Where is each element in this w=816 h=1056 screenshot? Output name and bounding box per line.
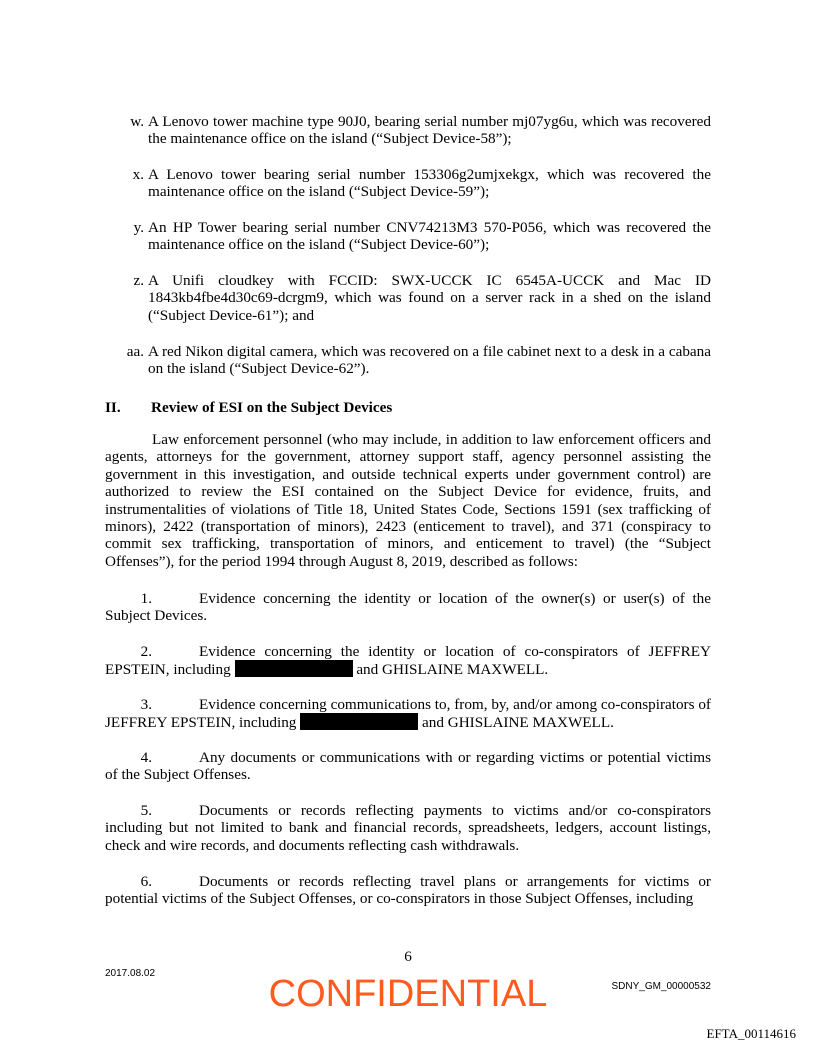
paragraph-number: 6.: [140, 873, 152, 890]
numbered-paragraph-1: [105, 590, 711, 625]
redaction-box: [300, 713, 418, 730]
confidential-stamp: CONFIDENTIAL: [268, 973, 548, 1015]
list-item-x: [132, 166, 711, 201]
item-text: A Lenovo tower machine type 90J0, bearing serial number mj07yg6u, which was recovered the maintenance office on the island (“Subject Device-58”);: [148, 113, 711, 148]
paragraph-number: 2.: [140, 643, 152, 660]
paragraph-text-after: and GHISLAINE MAXWELL.: [422, 714, 614, 732]
item-text: An HP Tower bearing serial number CNV74213M3 570-P056, which was recovered the maintenance office on the island (“Subject Device-60”);: [148, 219, 711, 254]
numbered-paragraph-6: [105, 873, 711, 908]
efta-number: EFTA_00114616: [706, 1026, 796, 1041]
paragraph-text: Documents or records reflecting payments to victims and/or co-conspirators including but not limited to bank and financial records, spreadsheets, ledgers, account listings, check and wire records, and documents reflecting cash withdrawals.: [105, 802, 711, 854]
section-heading: [105, 399, 392, 416]
list-item-y: [133, 219, 711, 254]
numbered-paragraph-3: [105, 696, 711, 732]
numbered-paragraph-2: [105, 643, 711, 679]
paragraph-text: Any documents or communications with or regarding victims or potential victims of the Subject Offenses.: [105, 749, 711, 784]
item-label: z.: [133, 272, 144, 289]
paragraph-text: Documents or records reflecting travel plans or arrangements for victims or potential victims of the Subject Offenses, or co-conspirators in those Subject Offenses, including: [105, 873, 711, 908]
paragraph-number: 5.: [140, 802, 152, 819]
paragraph-number: 4.: [140, 749, 152, 766]
redaction-box: [235, 660, 353, 677]
paragraph-text: Evidence concerning communications to, from, by, and/or among co-conspirators of JEFFREY EPSTEIN, including: [105, 696, 711, 732]
item-label: aa.: [126, 343, 144, 360]
list-item-w: [130, 113, 711, 148]
item-text: A Unifi cloudkey with FCCID: SWX-UCCK IC 6545A-UCCK and Mac ID 1843kb4fbe4d30c69-dcrgm9, which was found on a server rack in a shed on the island (“Subject Device-61”); and: [148, 272, 711, 324]
item-text: A red Nikon digital camera, which was recovered on a file cabinet next to a desk in a cabana on the island (“Subject Device-62”).: [148, 343, 711, 378]
page-number: 6: [404, 948, 412, 965]
footer-date: 2017.08.02: [105, 968, 156, 979]
paragraph-text-after: and GHISLAINE MAXWELL.: [356, 661, 549, 679]
paragraph-text: Evidence concerning the identity or location of the owner(s) or user(s) of the Subject Devices.: [105, 590, 711, 625]
paragraph-text: Evidence concerning the identity or location of co-conspirators of JEFFREY EPSTEIN, including: [105, 643, 711, 679]
list-item-aa: [126, 343, 711, 378]
numbered-paragraph-5: [105, 802, 711, 854]
section-label: II.: [105, 399, 121, 416]
item-label: x.: [132, 166, 144, 183]
item-label: y.: [133, 219, 144, 236]
numbered-paragraph-4: [105, 749, 711, 784]
item-text: A Lenovo tower bearing serial number 153306g2umjxekgx, which was recovered the maintenance office on the island (“Subject Device-59”);: [148, 166, 711, 201]
paragraph-number: 1.: [140, 590, 152, 607]
list-item-z: [133, 272, 711, 324]
paragraph-number: 3.: [140, 696, 152, 713]
item-label: w.: [130, 113, 144, 130]
intro-paragraph: Law enforcement personnel (who may include, in addition to law enforcement officers and agents, attorneys for the government, attorney support staff, agency personnel assisting the government in this investigation, and outside technical experts under government control) are authorized to review the ESI contained on the Subject Device for evidence, fruits, and instrumentalities of violations of Title 18, United States Code, Sections 1591 (sex trafficking of minors), 2422 (transportation of minors), 2423 (enticement to travel), and 371 (conspiracy to commit sex trafficking, transportation of minors, and enticement to travel) (the “Subject Offenses”), for the period 1994 through August 8, 2019, described as follows:: [105, 431, 711, 570]
bates-number: SDNY_GM_00000532: [611, 981, 711, 992]
section-title: Review of ESI on the Subject Devices: [151, 399, 393, 416]
